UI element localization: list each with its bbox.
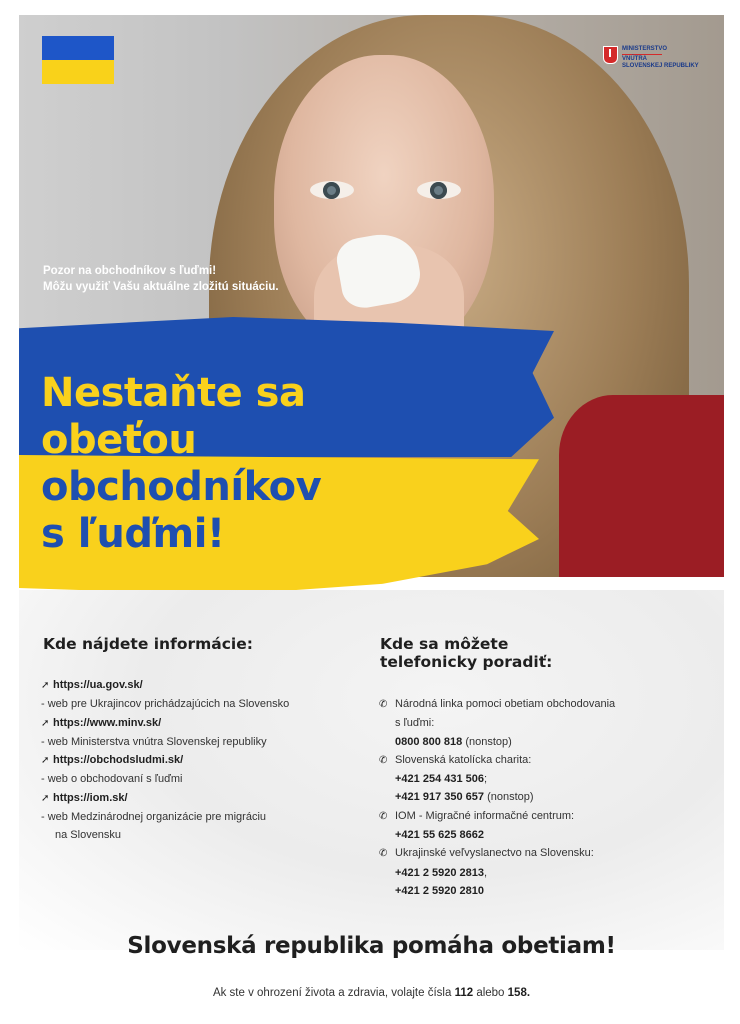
link-description: - web o obchodovaní s ľuďmi	[41, 773, 183, 786]
ministry-name	[622, 46, 699, 70]
link-description: - web Medzinárodnej organizácie pre migráciu	[41, 811, 267, 824]
link-row[interactable]	[41, 714, 289, 733]
link-description-cont: na Slovensku	[55, 829, 122, 842]
flag-blue-stripe	[42, 36, 114, 60]
phone-icon: ✆	[379, 699, 388, 710]
emergency-number-112[interactable]: 112	[454, 987, 474, 999]
emergency-lead: Ak ste v ohrození života a zdravia, volajte čísla	[212, 987, 455, 999]
ministry-logo	[603, 46, 699, 70]
emergency-connector: alebo	[473, 987, 508, 999]
phone-number[interactable]: +421 917 350 657	[395, 791, 485, 804]
slovak-crest-icon	[603, 46, 618, 64]
phone-label	[379, 844, 615, 863]
ministry-divider	[622, 54, 662, 55]
phone-label	[379, 695, 615, 714]
emergency-number-158[interactable]: 158	[507, 987, 527, 999]
phone-number[interactable]: +421 55 625 8662	[395, 829, 485, 842]
link-description: - web Ministerstva vnútra Slovenskej republiky	[41, 735, 267, 748]
flag-yellow-stripe	[42, 60, 114, 84]
phone-label-text: Slovenská katolícka charita:	[395, 753, 532, 766]
link-row[interactable]	[41, 676, 289, 695]
headline-line-1: Nestaňte sa	[41, 370, 306, 416]
link-url[interactable]: https://www.minv.sk/	[53, 716, 162, 729]
ukraine-flag-icon	[42, 36, 114, 84]
phone-label-text: Ukrajinské veľvyslanectvo na Slovensku:	[395, 847, 594, 860]
info-title: Kde nájdete informácie:	[43, 635, 253, 653]
phone-icon: ✆	[379, 810, 388, 822]
link-url[interactable]: https://obchodsludmi.sk/	[53, 754, 184, 767]
phone-label-text: IOM - Migračné informačné centrum:	[395, 809, 575, 822]
link-row[interactable]	[41, 789, 289, 808]
warning-line-1: Pozor na obchodníkov s ľuďmi!	[43, 265, 217, 277]
photo-eye-right	[417, 181, 461, 199]
phone-note: ,	[484, 866, 488, 879]
warning-text	[43, 263, 279, 295]
phone-label-cont: s ľuďmi:	[395, 717, 435, 730]
phone-title	[380, 635, 600, 671]
link-url[interactable]: https://ua.gov.sk/	[53, 679, 143, 691]
link-arrow-icon: ➚	[41, 717, 50, 729]
link-description: - web pre Ukrajincov prichádzajúcich na Slovensko	[41, 698, 290, 711]
emergency-end: .	[526, 987, 531, 999]
ministry-line: SLOVENSKEJ REPUBLIKY	[622, 63, 699, 69]
headline-line-2: obeťou	[41, 417, 197, 463]
headline-line-4: s ľuďmi!	[41, 511, 225, 557]
phone-note: ;	[484, 773, 488, 786]
phone-title-line-1: Kde sa môžete	[380, 635, 509, 653]
phone-number-row	[379, 788, 615, 806]
photo-eye-left	[310, 181, 354, 199]
ministry-line: MINISTERSTVO	[622, 46, 668, 52]
phone-number-row	[379, 882, 615, 900]
phone-number-row	[379, 733, 615, 751]
phone-list	[379, 695, 615, 900]
warning-line-2: Môžu využiť Vašu aktuálne zložitú situáciu.	[43, 281, 279, 293]
photo-shirt	[559, 395, 724, 577]
phone-number-row	[379, 770, 615, 788]
slogan: Slovenská republika pomáha obetiam!	[127, 933, 616, 959]
phone-label-text: Národná linka pomoci obetiam obchodovania	[395, 698, 616, 710]
link-arrow-icon: ➚	[41, 792, 50, 804]
phone-number[interactable]: 0800 800 818	[395, 735, 463, 748]
link-arrow-icon: ➚	[41, 680, 50, 691]
phone-icon: ✆	[379, 754, 388, 766]
phone-icon: ✆	[379, 848, 388, 860]
phone-number[interactable]: +421 2 5920 2810	[395, 884, 485, 897]
link-row[interactable]	[41, 751, 289, 770]
phone-note: (nonstop)	[462, 735, 512, 748]
phone-label	[379, 751, 615, 770]
phone-title-line-2: telefonicky poradiť:	[380, 653, 553, 671]
phone-note: (nonstop)	[484, 791, 534, 804]
poster	[19, 15, 724, 1015]
phone-number-row	[379, 864, 615, 882]
info-links-list	[41, 676, 289, 845]
headline	[41, 370, 321, 558]
link-url[interactable]: https://iom.sk/	[53, 791, 128, 804]
emergency-text	[19, 987, 724, 999]
link-arrow-icon: ➚	[41, 755, 50, 767]
phone-number[interactable]: +421 2 5920 2813	[395, 866, 485, 879]
phone-number[interactable]: +421 254 431 506	[395, 773, 485, 786]
headline-line-3: obchodníkov	[41, 464, 322, 510]
phone-label	[379, 807, 615, 826]
ministry-line: VNÚTRA	[622, 56, 647, 62]
phone-number-row	[379, 826, 615, 844]
